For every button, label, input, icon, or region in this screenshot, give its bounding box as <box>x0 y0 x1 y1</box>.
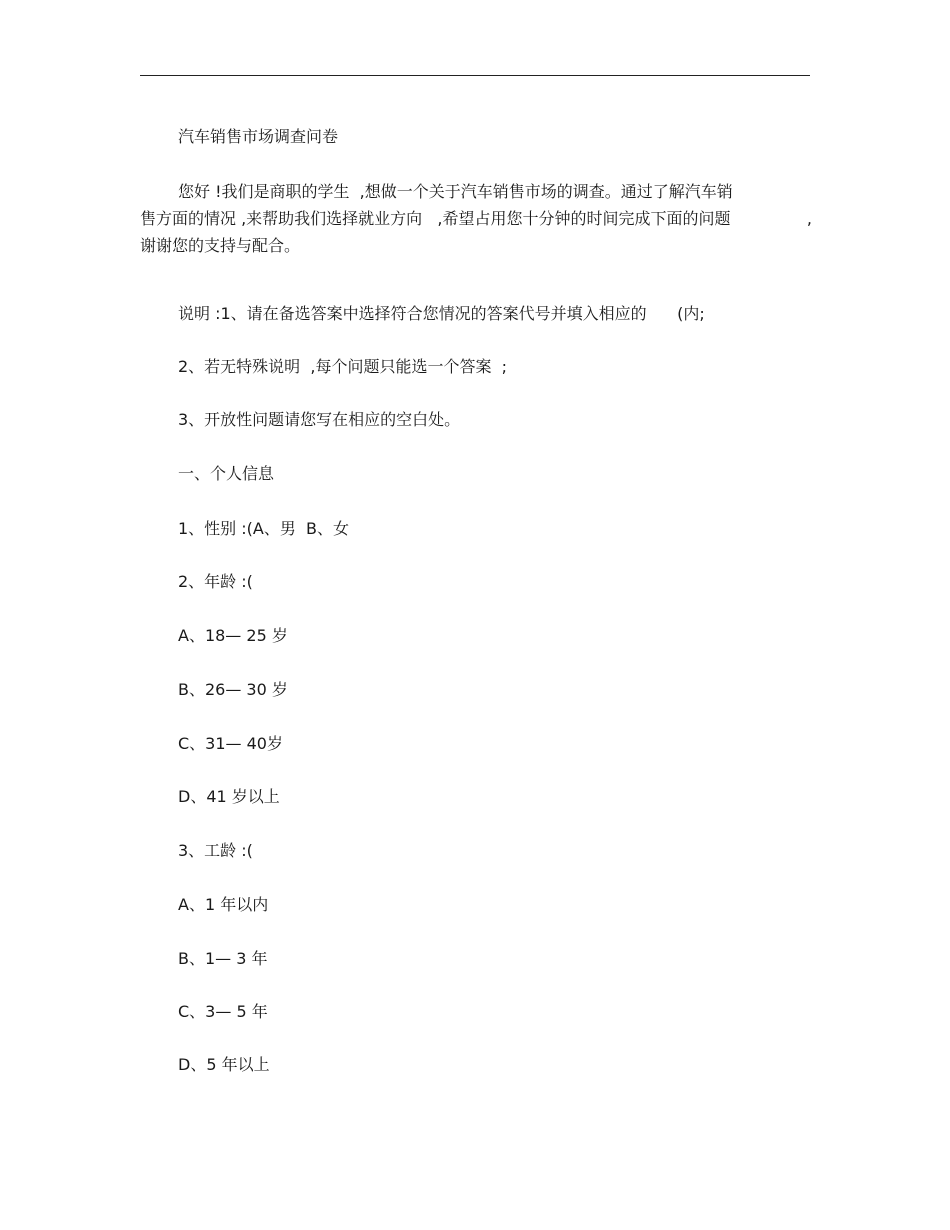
question-age: 2、年龄 :( <box>178 572 253 591</box>
age-option-a: A、18— 25 岁 <box>178 626 288 645</box>
age-option-d: D、41 岁以上 <box>178 787 280 806</box>
intro-paragraph <box>140 178 812 259</box>
intro-line-2-comma: , <box>806 209 812 228</box>
work-option-b: B、1— 3 年 <box>178 949 268 968</box>
intro-line-2-text: 售方面的情况 ,来帮助我们选择就业方向 ,希望占用您十分钟的时间完成下面的问题 <box>140 209 731 228</box>
work-option-c: C、3— 5 年 <box>178 1002 268 1021</box>
intro-line-2 <box>140 205 812 232</box>
age-option-b: B、26— 30 岁 <box>178 680 288 699</box>
intro-line-3: 谢谢您的支持与配合。 <box>140 236 301 255</box>
instruction-1: 说明 :1、请在备选答案中选择符合您情况的答案代号并填入相应的 (内; <box>178 304 705 323</box>
work-option-d: D、5 年以上 <box>178 1055 270 1074</box>
age-option-c: C、31— 40岁 <box>178 734 283 753</box>
header-rule <box>140 75 810 76</box>
work-option-a: A、1 年以内 <box>178 895 269 914</box>
instruction-2: 2、若无特殊说明 ,每个问题只能选一个答案 ; <box>178 357 508 376</box>
question-work-years: 3、工龄 :( <box>178 841 253 860</box>
instruction-3: 3、开放性问题请您写在相应的空白处。 <box>178 410 461 429</box>
section-heading: 一、个人信息 <box>178 464 275 483</box>
question-gender: 1、性别 :(A、男 B、女 <box>178 519 349 538</box>
document-title: 汽车销售市场调查问卷 <box>178 127 339 146</box>
intro-line-1: 您好 !我们是商职的学生 ,想做一个关于汽车销售市场的调查。通过了解汽车销 <box>178 182 733 201</box>
